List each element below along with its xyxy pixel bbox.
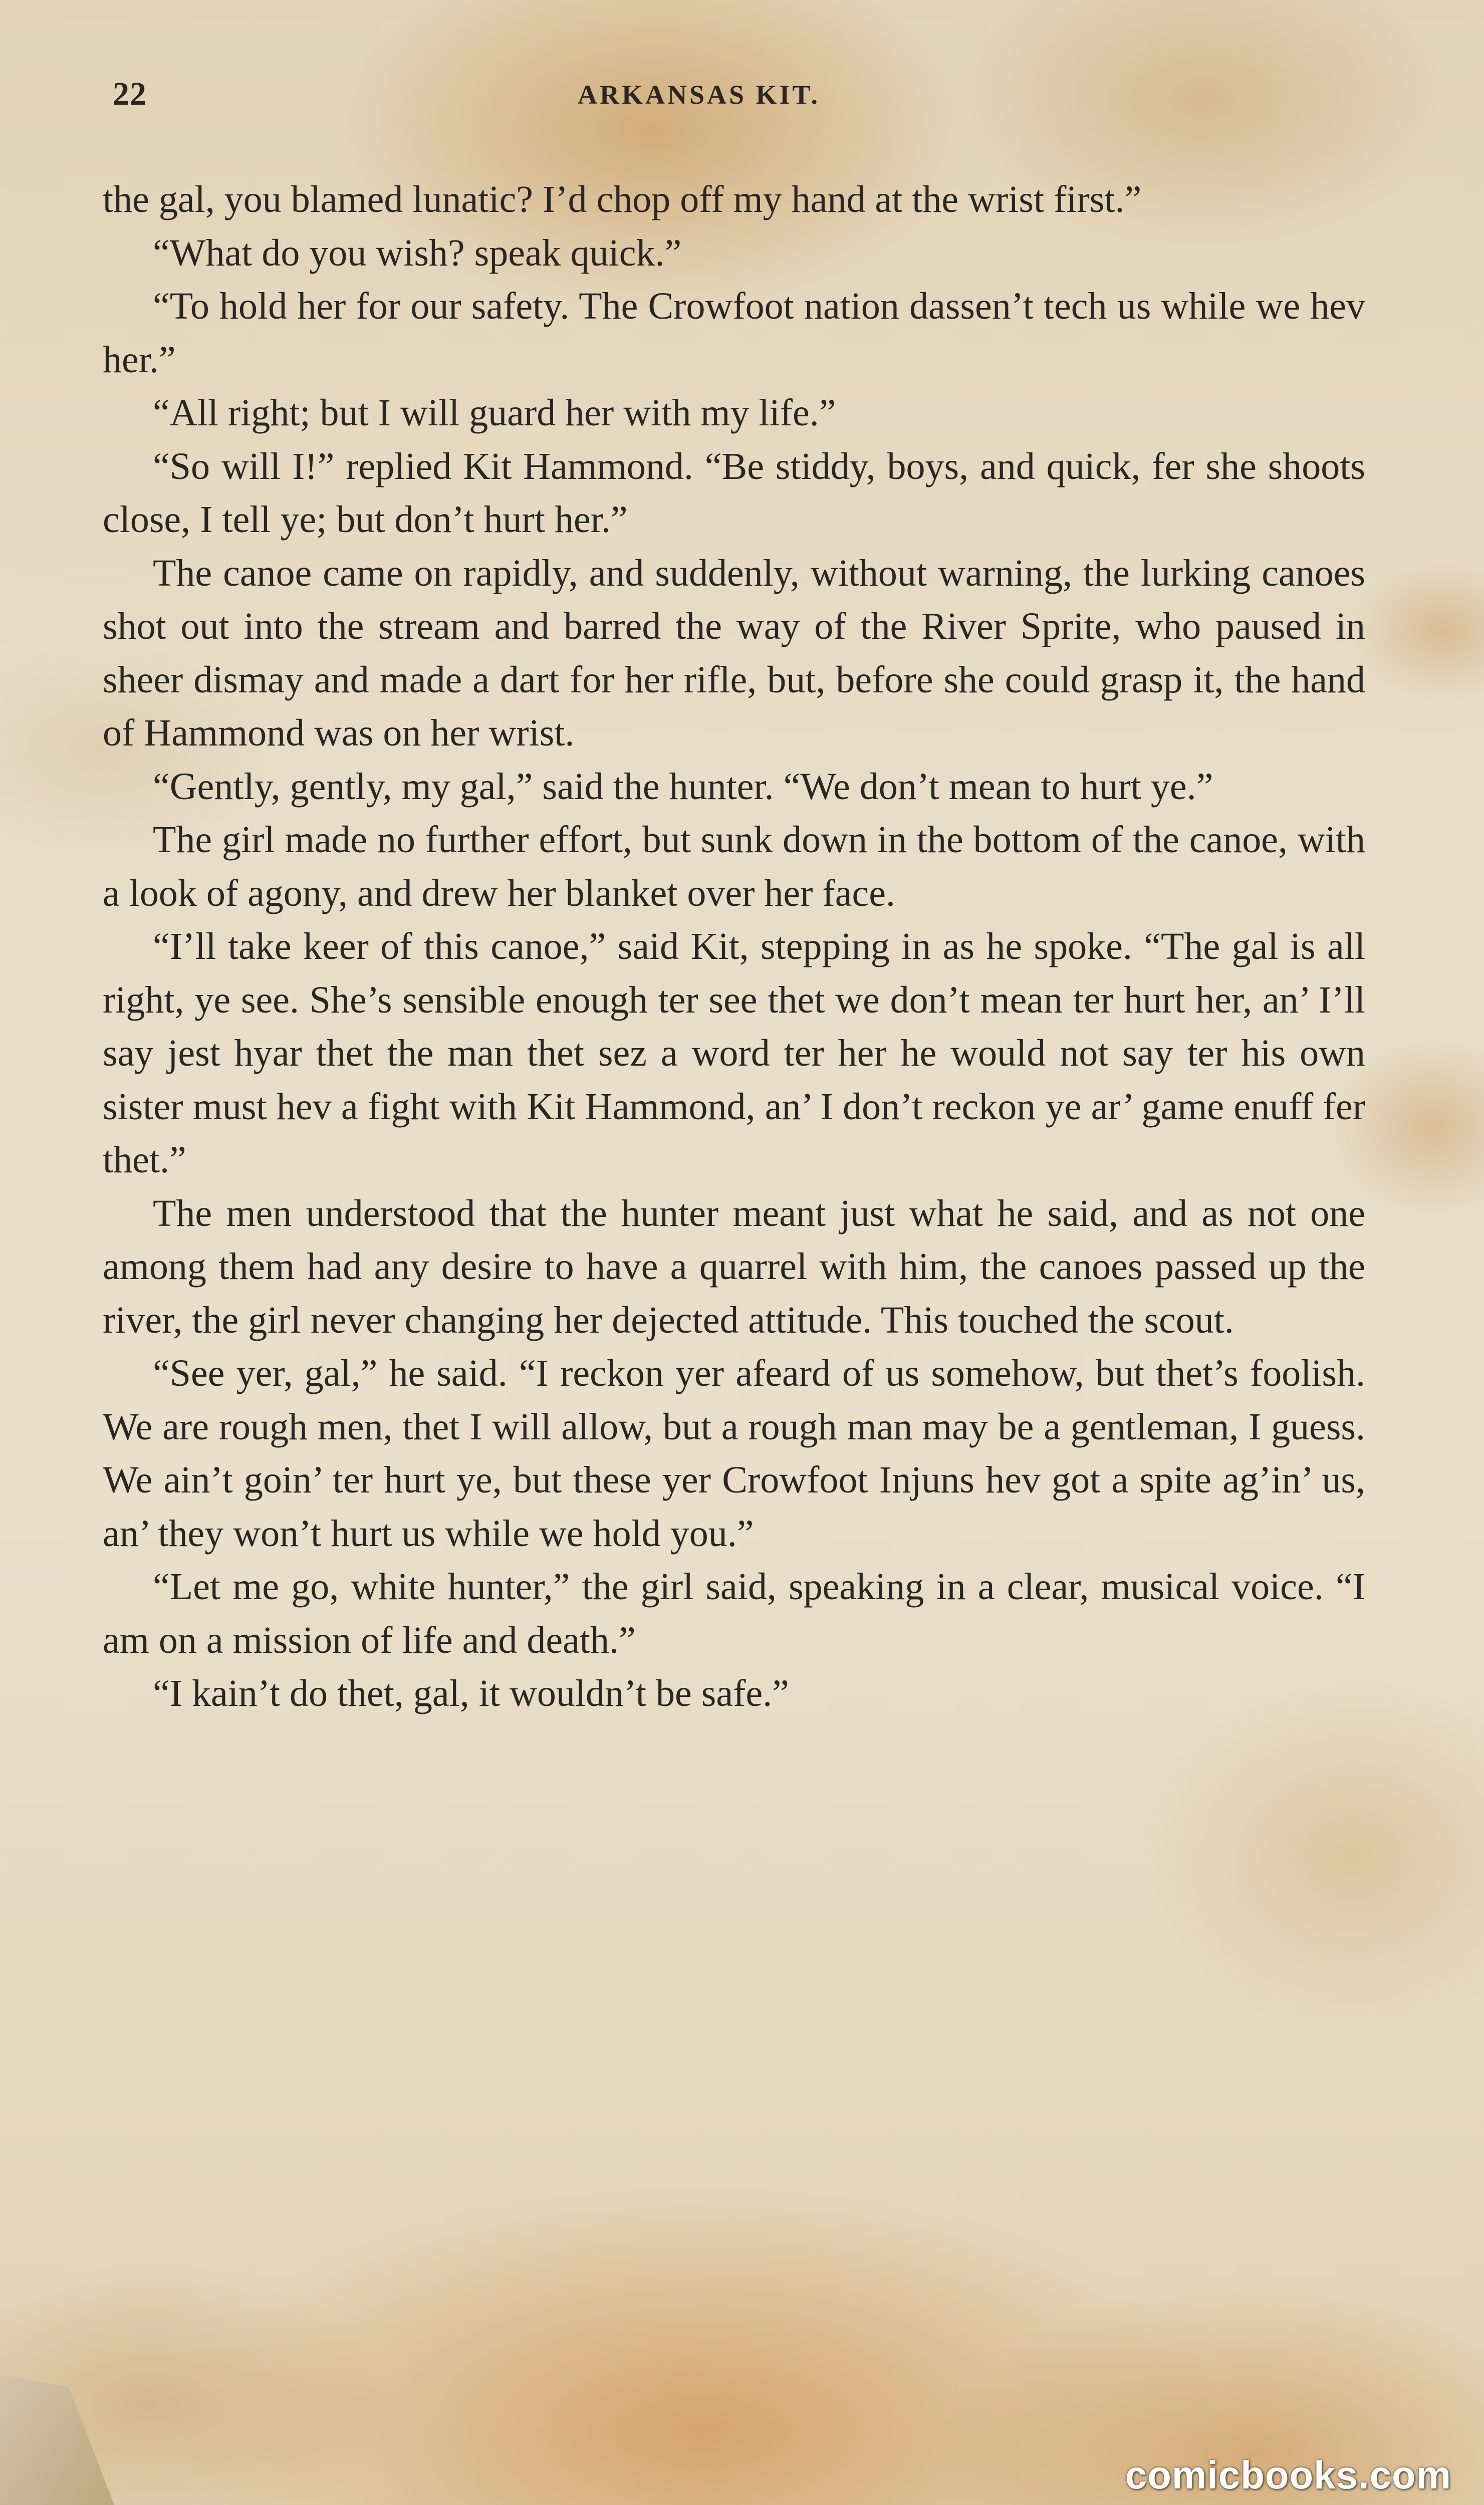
- paragraph: “To hold her for our safety. The Crowfoot nation dassen’t tech us while we hev her.”: [103, 285, 1365, 381]
- body-text: [103, 173, 1365, 1720]
- paragraph: “What do you wish? speak quick.”: [153, 231, 682, 274]
- paragraph: “I’ll take keer of this canoe,” said Kit, stepping in as he spoke. “The gal is all right, ye see. She’s sensible enough ter see thet we don’t mean ter hurt her, an’ I’ll say jest hyar thet the man thet sez a word ter her he would not say ter his own sister must hev a fight with Kit Hammond, an’ I don’t reckon ye ar’ game enuff fer thet.”: [103, 925, 1365, 1181]
- paragraph: The girl made no further effort, but sunk down in the bottom of the canoe, with a look of agony, and drew her blanket over her face.: [103, 819, 1365, 914]
- watermark: comicbooks.com: [1125, 2453, 1451, 2497]
- paragraph: The canoe came on rapidly, and suddenly, without warning, the lurking canoes shot out into the stream and barred the way of the River Sprite, who paused in sheer dismay and made a dart for her rifle, but, before she could grasp it, the hand of Hammond was on her wrist.: [103, 552, 1365, 754]
- paragraph: The men understood that the hunter meant just what he said, and as not one among them had any desire to have a quarrel with him, the canoes passed up the river, the girl never changing her dejected attitude. This touched the scout.: [103, 1192, 1365, 1341]
- paragraph: the gal, you blamed lunatic? I’d chop off my hand at the wrist first.”: [103, 178, 1142, 220]
- paragraph: “Gently, gently, my gal,” said the hunter. “We don’t mean to hurt ye.”: [153, 765, 1213, 808]
- page-number: 22: [113, 76, 147, 112]
- paragraph: “Let me go, white hunter,” the girl said, speaking in a clear, musical voice. “I am on a mission of life and death.”: [103, 1566, 1365, 1661]
- paragraph: “I kain’t do thet, gal, it wouldn’t be safe.”: [153, 1672, 789, 1714]
- running-head: ARKANSAS KIT.: [577, 80, 821, 110]
- page-header: [113, 75, 1365, 120]
- paragraph: “See yer, gal,” he said. “I reckon yer afeard of us somehow, but thet’s foolish. We are rough men, thet I will allow, but a rough man may be a gentleman, I guess. We ain’t goin’ ter hurt ye, but these yer Crowfoot Injuns hev got a spite ag’in’ us, an’ they won’t hurt us while we hold you.”: [103, 1352, 1365, 1555]
- paragraph: “All right; but I will guard her with my life.”: [153, 392, 836, 434]
- folded-page-corner: [0, 2375, 125, 2505]
- paragraph: “So will I!” replied Kit Hammond. “Be stiddy, boys, and quick, fer she shoots close, I tell ye; but don’t hurt her.”: [103, 445, 1365, 541]
